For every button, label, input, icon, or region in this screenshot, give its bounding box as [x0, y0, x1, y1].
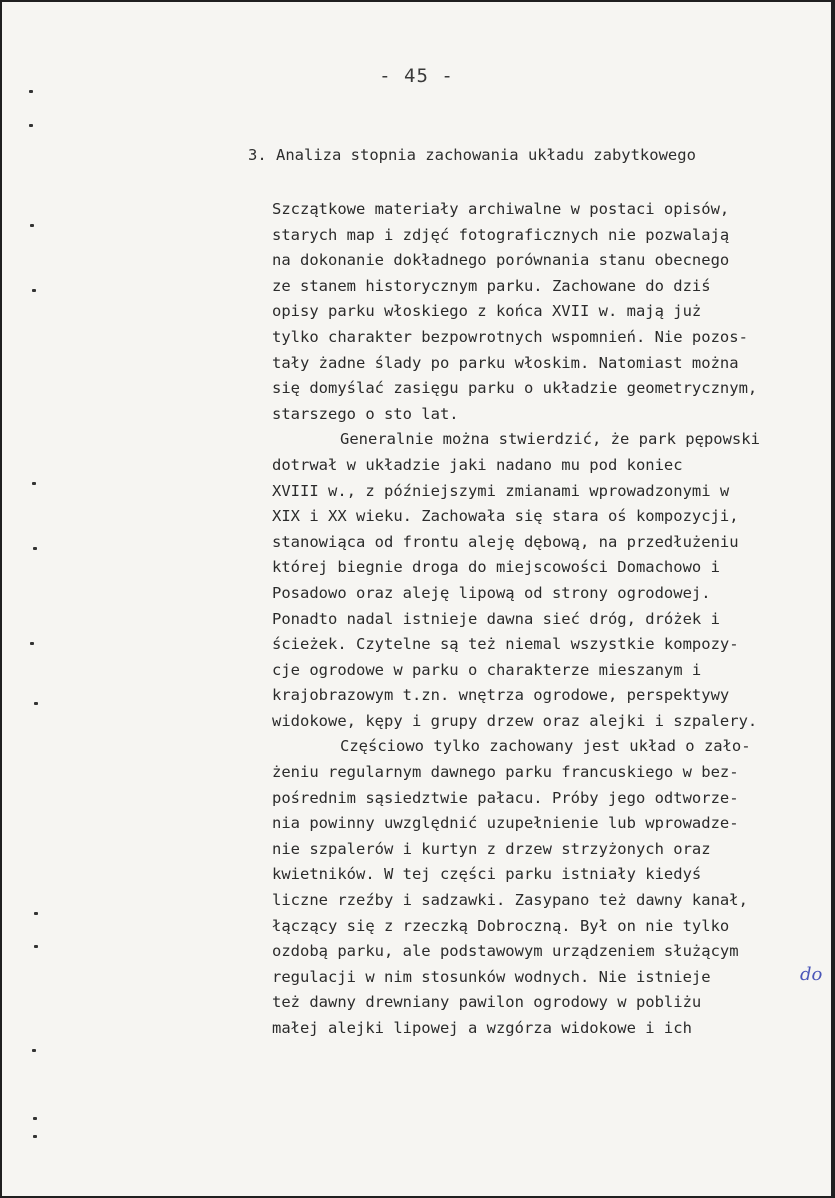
margin-mark	[34, 945, 38, 948]
document-page	[2, 2, 831, 1196]
text-line: której biegnie droga do miejscowości Domachowo i	[272, 558, 720, 577]
text-line: tały żadne ślady po parku włoskim. Natomiast można	[272, 353, 739, 372]
text-line: żeniu regularnym dawnego parku francuskiego w bez-	[272, 763, 739, 782]
text-line: małej alejki lipowej a wzgórza widokowe i ich	[272, 1019, 692, 1037]
text-line: ze stanem historycznym parku. Zachowane do dziś	[272, 276, 711, 295]
margin-mark	[32, 1049, 36, 1052]
text-line: ozdobą parku, ale podstawowym urządzeniem służącym	[272, 942, 739, 961]
margin-mark	[29, 90, 33, 93]
text-line: Ponadto nadal istnieje dawna sieć dróg, dróżek i	[272, 609, 720, 628]
text-line: XIX i XX wieku. Zachowała się stara oś kompozycji,	[272, 507, 739, 526]
text-line: tylko charakter bezpowrotnych wspomnień. Nie pozos-	[272, 327, 748, 346]
text-line: liczne rzeźby i sadzawki. Zasypano też dawny kanał,	[272, 891, 748, 910]
margin-mark	[34, 912, 38, 915]
margin-mark	[33, 1117, 37, 1120]
margin-mark	[33, 1135, 37, 1138]
text-line: się domyślać zasięgu parku o układzie geometrycznym,	[272, 379, 758, 398]
text-line: ścieżek. Czytelne są też niemal wszystkie kompozy-	[272, 635, 739, 654]
text-line: regulacji w nim stosunków wodnych. Nie istnieje	[272, 967, 711, 986]
text-line: widokowe, kępy i grupy drzew oraz alejki i szpalery.	[272, 711, 758, 730]
text-line: nia powinny uwzględnić uzupełnienie lub wprowadze-	[272, 814, 739, 833]
handwritten-note: do	[800, 964, 823, 985]
text-line: Szczątkowe materiały archiwalne w postaci opisów,	[272, 200, 730, 218]
section-heading: 3. Analiza stopnia zachowania układu zabytkowego	[248, 146, 696, 164]
text-line: stanowiąca od frontu aleję dębową, na przedłużeniu	[272, 532, 739, 551]
text-line: XVIII w., z późniejszymi zmianami wprowadzonymi w	[272, 481, 730, 500]
margin-mark	[32, 482, 36, 485]
margin-mark	[34, 702, 38, 705]
margin-mark	[30, 642, 34, 645]
text-line: krajobrazowym t.zn. wnętrza ogrodowe, perspektywy	[272, 686, 730, 705]
text-line: nie szpalerów i kurtyn z drzew strzyżonych oraz	[272, 839, 711, 858]
margin-mark	[32, 289, 36, 292]
text-line: Generalnie można stwierdzić, że park pępowski	[340, 430, 760, 449]
body-text	[272, 197, 812, 1042]
text-line: dotrwał w układzie jaki nadano mu pod koniec	[272, 455, 683, 474]
text-line: starych map i zdjęć fotograficznych nie pozwalają	[272, 225, 730, 244]
text-line: kwietników. W tej części parku istniały kiedyś	[272, 865, 702, 884]
text-line: opisy parku włoskiego z końca XVII w. mają już	[272, 302, 702, 321]
text-line: na dokonanie dokładnego porównania stanu obecnego	[272, 251, 730, 270]
text-line: łączący się z rzeczką Dobroczną. Był on nie tylko	[272, 916, 730, 935]
margin-mark	[33, 547, 37, 550]
text-line: Posadowo oraz aleję lipową od strony ogrodowej.	[272, 583, 711, 602]
text-line: cje ogrodowe w parku o charakterze mieszanym i	[272, 660, 702, 679]
page-number: - 45 -	[379, 65, 454, 87]
text-line: pośrednim sąsiedztwie pałacu. Próby jego odtworze-	[272, 788, 739, 807]
margin-mark	[29, 124, 33, 127]
text-line: też dawny drewniany pawilon ogrodowy w pobliżu	[272, 993, 702, 1012]
margin-mark	[30, 224, 34, 227]
text-line: Częściowo tylko zachowany jest układ o zało-	[340, 737, 751, 756]
text-line: starszego o sto lat.	[272, 404, 459, 423]
